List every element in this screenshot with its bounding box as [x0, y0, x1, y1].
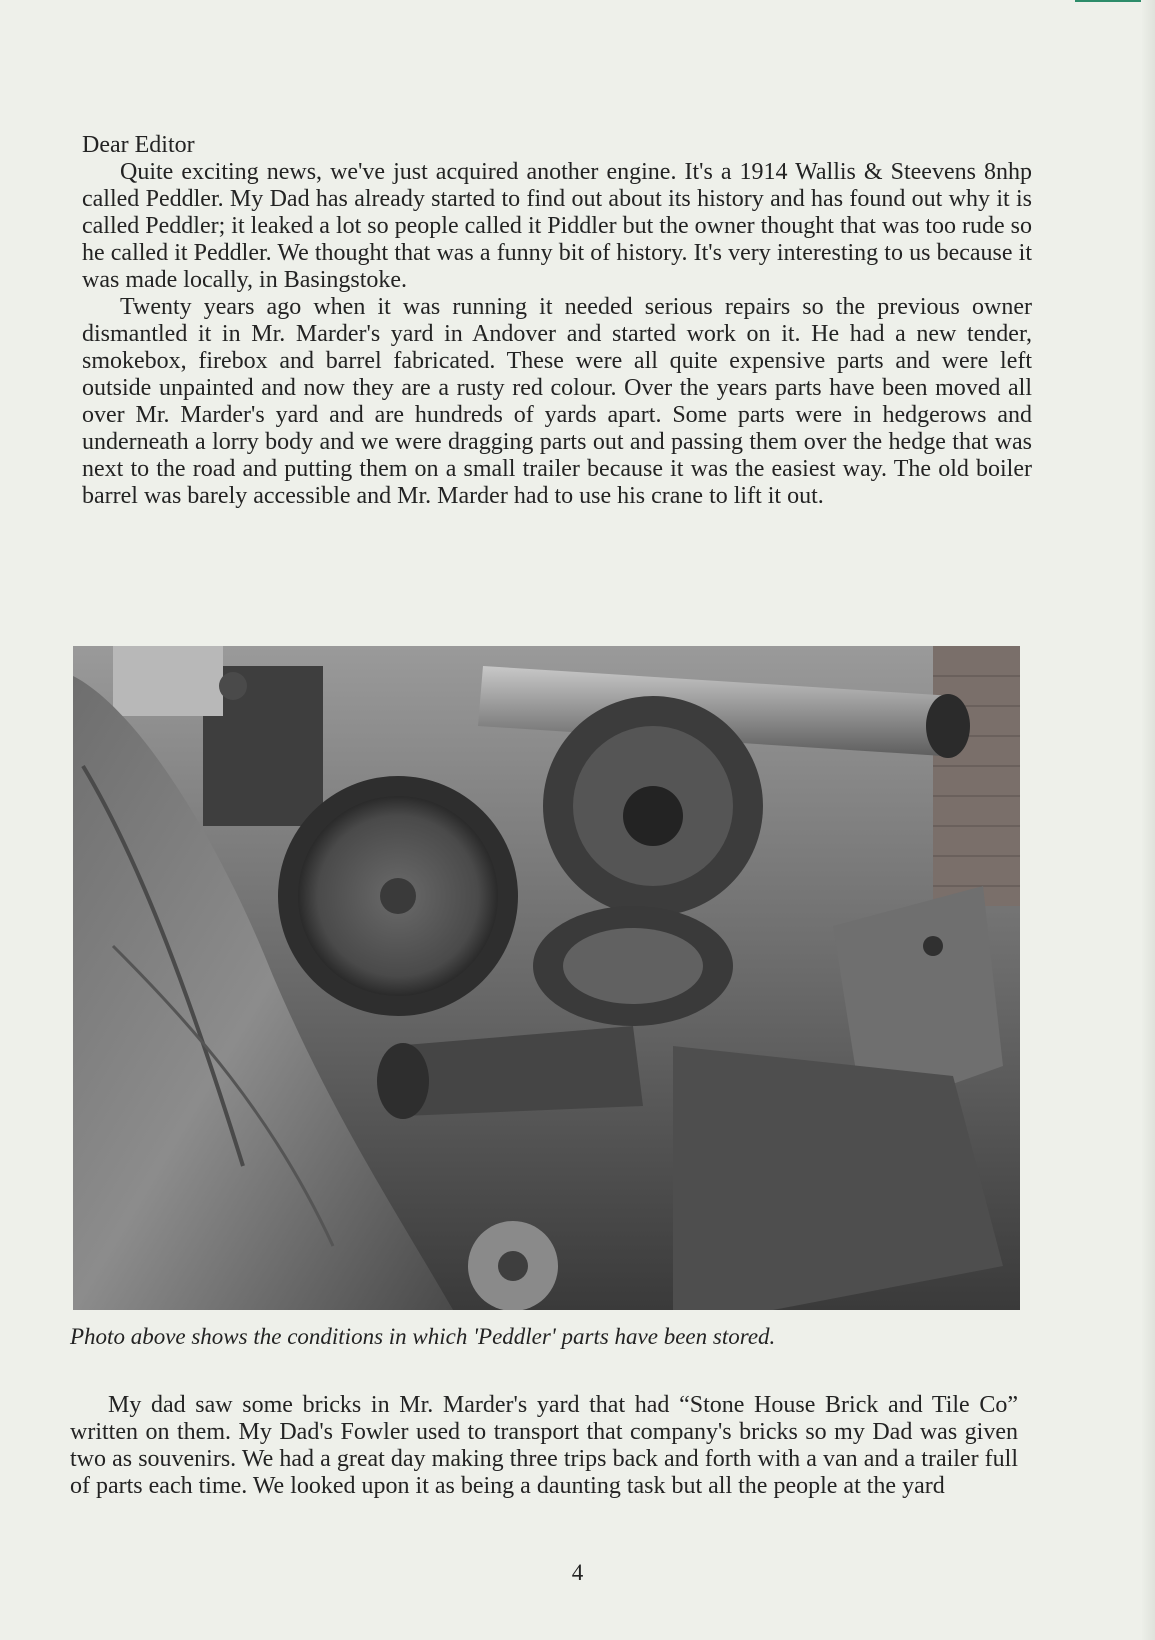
photo-caption: Photo above shows the conditions in which 'Peddler' parts have been stored.	[70, 1324, 776, 1349]
letter-bottom-section	[70, 1392, 1018, 1500]
page-number: 4	[571, 1560, 584, 1585]
page-spine-shadow	[1141, 0, 1155, 1640]
yard-photo-illustration	[73, 646, 1020, 1310]
paragraph: Quite exciting news, we've just acquired another engine. It's a 1914 Wallis & Steevens 8nhp called Peddler. My Dad has already started to find out about its history and has found out why it is called Peddler; it leaked a lot so people called it Piddler but the owner thought that was too rude so he called it Peddler. We thought that was a funny bit of history. It's very interesting to us because it was made locally, in Basingstoke.	[82, 159, 1032, 293]
paragraph: Twenty years ago when it was running it needed serious repairs so the previous owner dismantled it in Mr. Marder's yard in Andover and started work on it. He had a new tender, smokebox, firebox and barrel fabricated. These were all quite expensive parts and were left outside unpainted and now they are a rusty red colour. Over the years parts have been moved all over Mr. Marder's yard and are hundreds of yards apart. Some parts were in hedgerows and underneath a lorry body and we were dragging parts out and passing them over the hedge that was next to the road and putting them on a small trailer because it was the easiest way. The old boiler barrel was barely accessible and Mr. Marder had to use his crane to lift it out.	[82, 294, 1032, 509]
letter-top-section	[82, 132, 1032, 510]
paragraph: My dad saw some bricks in Mr. Marder's yard that had “Stone House Brick and Tile Co” written on them. My Dad's Fowler used to transport that company's bricks so my Dad was given two as souvenirs. We had a great day making three trips back and forth with a van and a trailer full of parts each time. We looked upon it as being a daunting task but all the people at the yard	[70, 1392, 1018, 1499]
salutation: Dear Editor	[82, 132, 195, 158]
yard-photo	[73, 646, 1020, 1310]
